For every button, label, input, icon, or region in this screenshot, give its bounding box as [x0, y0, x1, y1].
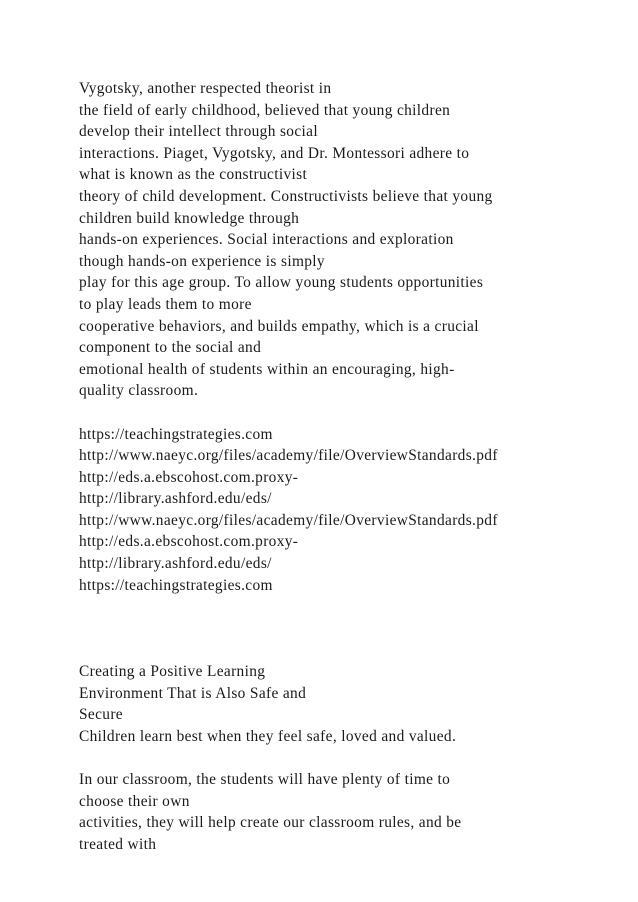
text-line: choose their own	[79, 792, 190, 810]
section-heading	[79, 661, 619, 726]
reference-url: https://teachingstrategies.com	[79, 576, 273, 594]
blank-line	[79, 639, 619, 661]
reference-url: http://library.ashford.edu/eds/	[79, 490, 272, 508]
text-line: quality classroom.	[79, 382, 199, 400]
blank-line	[79, 596, 619, 618]
text-line: In our classroom, the students will have plenty of time to	[79, 771, 451, 788]
heading-line: Environment That is Also Safe and	[79, 684, 307, 702]
text-line: Vygotsky, another respected theorist in	[79, 80, 332, 97]
text-line: component to the social and	[79, 339, 262, 357]
heading-line: Secure	[79, 706, 123, 724]
text-line: children build knowledge through	[79, 209, 300, 227]
paragraph-classroom	[79, 769, 619, 855]
blank-line	[79, 747, 619, 769]
text-line: though hands-on experience is simply	[79, 252, 325, 270]
text-line: to play leads them to more	[79, 295, 252, 313]
blank-line	[79, 618, 619, 640]
text-line: interactions. Piaget, Vygotsky, and Dr. Montessori adhere to	[79, 144, 470, 162]
heading-line: Creating a Positive Learning	[79, 663, 266, 681]
blank-line	[79, 402, 619, 424]
document-body	[79, 78, 619, 855]
text-line: play for this age group. To allow young students opportunities	[79, 274, 484, 292]
text-line: treated with	[79, 835, 157, 853]
reference-url: http://www.naeyc.org/files/academy/file/OverviewStandards.pdf	[79, 511, 498, 529]
text-line: hands-on experiences. Social interactions and exploration	[79, 231, 454, 249]
text-line: what is known as the constructivist	[79, 166, 308, 184]
reference-url: http://www.naeyc.org/files/academy/file/OverviewStandards.pdf	[79, 447, 498, 465]
text-line: emotional health of students within an encouraging, high-	[79, 360, 455, 378]
text-line: the field of early childhood, believed that young children	[79, 101, 451, 119]
reference-url: http://eds.a.ebscohost.com.proxy-	[79, 468, 299, 486]
paragraph-constructivism	[79, 78, 619, 402]
reference-url: http://eds.a.ebscohost.com.proxy-	[79, 533, 299, 551]
text-line: theory of child development. Constructivists believe that young	[79, 187, 493, 205]
text-line: activities, they will help create our classroom rules, and be	[79, 814, 462, 832]
section-intro: Children learn best when they feel safe, loved and valued.	[79, 727, 457, 745]
reference-url: https://teachingstrategies.com	[79, 425, 273, 443]
reference-url: http://library.ashford.edu/eds/	[79, 555, 272, 573]
reference-list	[79, 424, 619, 597]
text-line: cooperative behaviors, and builds empathy, which is a crucial	[79, 317, 479, 335]
text-line: develop their intellect through social	[79, 123, 318, 141]
